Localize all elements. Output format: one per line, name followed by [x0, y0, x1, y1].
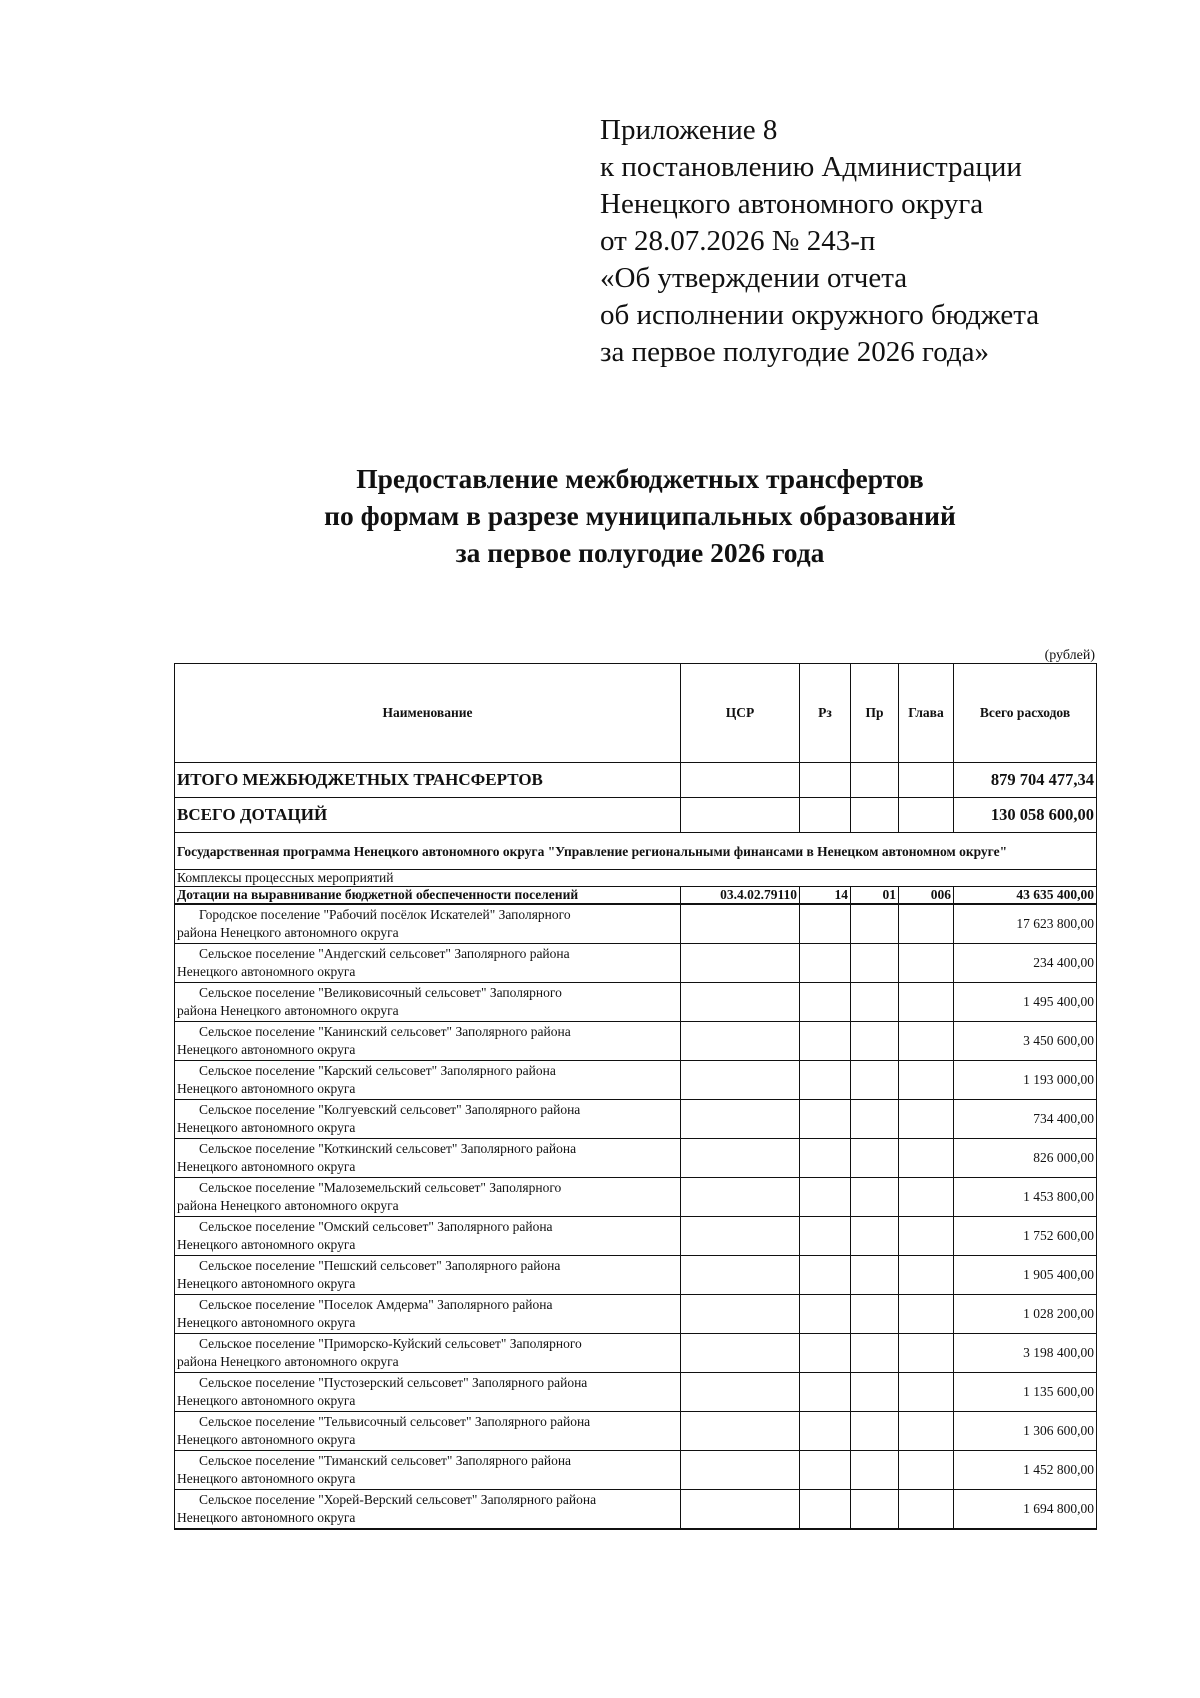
- municipality-name-line1: Сельское поселение "Пустозерский сельсовет" Заполярного района: [199, 1375, 588, 1390]
- empty-cell: [800, 904, 851, 944]
- empty-cell: [851, 1451, 899, 1490]
- empty-cell: [851, 1412, 899, 1451]
- empty-cell: [800, 944, 851, 983]
- municipality-name: [175, 1490, 681, 1530]
- municipality-name: [175, 983, 681, 1022]
- municipality-name-line1: Сельское поселение "Канинский сельсовет" Заполярного района: [199, 1024, 571, 1039]
- municipality-amount: 17 623 800,00: [954, 904, 1097, 944]
- municipality-name-line1: Сельское поселение "Тиманский сельсовет" Заполярного района: [199, 1453, 572, 1468]
- empty-cell: [851, 1373, 899, 1412]
- municipality-amount: 734 400,00: [954, 1100, 1097, 1139]
- empty-cell: [899, 983, 954, 1022]
- empty-cell: [681, 1451, 800, 1490]
- municipality-name: [175, 1295, 681, 1334]
- program-row: [175, 833, 1097, 870]
- municipality-name-line2: Ненецкого автономного округа: [177, 1510, 356, 1525]
- municipality-name: [175, 1139, 681, 1178]
- table-row: [175, 1022, 1097, 1061]
- municipality-amount: 1 306 600,00: [954, 1412, 1097, 1451]
- empty-cell: [681, 1022, 800, 1061]
- municipality-name: [175, 1022, 681, 1061]
- municipality-name-line1: Сельское поселение "Колгуевский сельсовет" Заполярного района: [199, 1102, 581, 1117]
- municipality-name-line1: Сельское поселение "Великовисочный сельсовет" Заполярного: [199, 985, 562, 1000]
- empty-cell: [800, 763, 851, 798]
- table-row: [175, 1178, 1097, 1217]
- empty-cell: [851, 1100, 899, 1139]
- empty-cell: [851, 944, 899, 983]
- dotation-row: [175, 887, 1097, 905]
- municipality-name-line2: Ненецкого автономного округа: [177, 1081, 356, 1096]
- municipality-name: [175, 904, 681, 944]
- municipality-name: [175, 1217, 681, 1256]
- grand-total-amount: 879 704 477,34: [954, 763, 1097, 798]
- table-row: [175, 1373, 1097, 1412]
- empty-cell: [800, 983, 851, 1022]
- empty-cell: [681, 1100, 800, 1139]
- empty-cell: [800, 1100, 851, 1139]
- empty-cell: [851, 798, 899, 833]
- empty-cell: [899, 1490, 954, 1530]
- municipality-amount: 826 000,00: [954, 1139, 1097, 1178]
- empty-cell: [851, 1334, 899, 1373]
- municipality-name-line2: Ненецкого автономного округа: [177, 1432, 356, 1447]
- empty-cell: [681, 944, 800, 983]
- complex-row: [175, 870, 1097, 887]
- empty-cell: [681, 1061, 800, 1100]
- empty-cell: [800, 1061, 851, 1100]
- dotation-csr: 03.4.02.79110: [681, 887, 800, 905]
- appendix-line: об исполнении окружного бюджета: [600, 299, 1040, 331]
- empty-cell: [851, 1022, 899, 1061]
- municipality-name-line2: Ненецкого автономного округа: [177, 1471, 356, 1486]
- empty-cell: [899, 1295, 954, 1334]
- empty-cell: [681, 983, 800, 1022]
- municipality-amount: 1 452 800,00: [954, 1451, 1097, 1490]
- total-dotations-amount: 130 058 600,00: [954, 798, 1097, 833]
- complex-title: Комплексы процессных мероприятий: [175, 870, 1097, 887]
- program-title: Государственная программа Ненецкого автономного округа "Управление региональными финансами в Ненецком автономном округе": [175, 833, 1097, 870]
- municipality-name: [175, 944, 681, 983]
- table-header-row: [175, 664, 1097, 763]
- empty-cell: [800, 1139, 851, 1178]
- municipality-amount: 3 450 600,00: [954, 1022, 1097, 1061]
- table-row: [175, 904, 1097, 944]
- grand-total-label: ИТОГО МЕЖБЮДЖЕТНЫХ ТРАНСФЕРТОВ: [175, 763, 681, 798]
- appendix-line: от 28.07.2026 № 243-п: [600, 225, 876, 257]
- municipality-name-line1: Сельское поселение "Приморско-Куйский сельсовет" Заполярного: [199, 1336, 582, 1351]
- empty-cell: [899, 1334, 954, 1373]
- municipality-name-line1: Сельское поселение "Андегский сельсовет" Заполярного района: [199, 946, 570, 961]
- total-dotations-row: [175, 798, 1097, 833]
- empty-cell: [899, 1178, 954, 1217]
- empty-cell: [851, 1217, 899, 1256]
- municipality-name-line2: района Ненецкого автономного округа: [177, 1354, 399, 1369]
- empty-cell: [899, 798, 954, 833]
- empty-cell: [681, 904, 800, 944]
- dotation-rz: 14: [800, 887, 851, 905]
- empty-cell: [851, 904, 899, 944]
- municipality-name: [175, 1061, 681, 1100]
- municipality-name-line2: Ненецкого автономного округа: [177, 1237, 356, 1252]
- municipality-name-line2: района Ненецкого автономного округа: [177, 1198, 399, 1213]
- empty-cell: [681, 1256, 800, 1295]
- municipality-name-line1: Сельское поселение "Малоземельский сельсовет" Заполярного: [199, 1180, 562, 1195]
- transfers-table: [174, 663, 1097, 1530]
- municipality-amount: 1 453 800,00: [954, 1178, 1097, 1217]
- table-row: [175, 1139, 1097, 1178]
- table-row: [175, 1334, 1097, 1373]
- municipality-name-line1: Сельское поселение "Карский сельсовет" Заполярного района: [199, 1063, 556, 1078]
- municipality-name-line2: Ненецкого автономного округа: [177, 964, 356, 979]
- municipality-amount: 1 752 600,00: [954, 1217, 1097, 1256]
- table-row: [175, 1217, 1097, 1256]
- municipality-name-line2: Ненецкого автономного округа: [177, 1393, 356, 1408]
- municipality-name: [175, 1178, 681, 1217]
- empty-cell: [851, 1256, 899, 1295]
- appendix-line: Ненецкого автономного округа: [600, 188, 984, 220]
- empty-cell: [800, 1022, 851, 1061]
- municipality-name: [175, 1334, 681, 1373]
- empty-cell: [899, 1412, 954, 1451]
- municipality-amount: 1 028 200,00: [954, 1295, 1097, 1334]
- municipality-amount: 1 905 400,00: [954, 1256, 1097, 1295]
- title-line: за первое полугодие 2026 года: [455, 537, 825, 568]
- empty-cell: [681, 1334, 800, 1373]
- empty-cell: [851, 1178, 899, 1217]
- empty-cell: [681, 1490, 800, 1530]
- municipality-amount: 234 400,00: [954, 944, 1097, 983]
- header-glava: Глава: [899, 664, 954, 763]
- table-row: [175, 1061, 1097, 1100]
- municipality-name-line1: Сельское поселение "Омский сельсовет" Заполярного района: [199, 1219, 553, 1234]
- table-row: [175, 1490, 1097, 1530]
- empty-cell: [681, 1373, 800, 1412]
- empty-cell: [681, 763, 800, 798]
- empty-cell: [851, 1061, 899, 1100]
- dotation-glava: 006: [899, 887, 954, 905]
- municipality-name-line2: Ненецкого автономного округа: [177, 1276, 356, 1291]
- table-row: [175, 944, 1097, 983]
- empty-cell: [899, 904, 954, 944]
- total-dotations-label: ВСЕГО ДОТАЦИЙ: [175, 798, 681, 833]
- municipality-name-line2: Ненецкого автономного округа: [177, 1315, 356, 1330]
- empty-cell: [851, 1490, 899, 1530]
- municipality-name-line2: района Ненецкого автономного округа: [177, 925, 399, 940]
- appendix-heading: [600, 112, 1160, 371]
- appendix-line: «Об утверждении отчета: [600, 262, 908, 294]
- empty-cell: [800, 1490, 851, 1530]
- empty-cell: [681, 1139, 800, 1178]
- title-line: Предоставление межбюджетных трансфертов: [356, 463, 924, 494]
- municipality-name-line2: района Ненецкого автономного округа: [177, 1003, 399, 1018]
- municipality-amount: 1 694 800,00: [954, 1490, 1097, 1530]
- municipality-amount: 1 135 600,00: [954, 1373, 1097, 1412]
- grand-total-row: [175, 763, 1097, 798]
- empty-cell: [851, 1139, 899, 1178]
- municipality-name-line1: Сельское поселение "Тельвисочный сельсовет" Заполярного района: [199, 1414, 591, 1429]
- empty-cell: [800, 1256, 851, 1295]
- table-row: [175, 1100, 1097, 1139]
- document-title: [180, 460, 1100, 571]
- empty-cell: [899, 1139, 954, 1178]
- empty-cell: [899, 1022, 954, 1061]
- header-csr: ЦСР: [681, 664, 800, 763]
- appendix-line: Приложение 8: [600, 114, 778, 146]
- empty-cell: [800, 798, 851, 833]
- municipality-name-line2: Ненецкого автономного округа: [177, 1042, 356, 1057]
- municipality-name: [175, 1373, 681, 1412]
- empty-cell: [800, 1412, 851, 1451]
- empty-cell: [800, 1217, 851, 1256]
- empty-cell: [800, 1295, 851, 1334]
- empty-cell: [681, 798, 800, 833]
- empty-cell: [681, 1295, 800, 1334]
- empty-cell: [899, 944, 954, 983]
- empty-cell: [899, 763, 954, 798]
- empty-cell: [800, 1451, 851, 1490]
- municipality-amount: 1 495 400,00: [954, 983, 1097, 1022]
- title-line: по формам в разрезе муниципальных образований: [324, 500, 956, 531]
- dotation-name: Дотации на выравнивание бюджетной обеспеченности поселений: [175, 887, 681, 905]
- municipality-name-line1: Сельское поселение "Поселок Амдерма" Заполярного района: [199, 1297, 553, 1312]
- empty-cell: [800, 1334, 851, 1373]
- municipality-amount: 1 193 000,00: [954, 1061, 1097, 1100]
- empty-cell: [851, 983, 899, 1022]
- municipality-name-line1: Городское поселение "Рабочий посёлок Искателей" Заполярного: [199, 907, 571, 922]
- dotation-amount: 43 635 400,00: [954, 887, 1097, 905]
- dotation-pr: 01: [851, 887, 899, 905]
- empty-cell: [899, 1451, 954, 1490]
- header-pr: Пр: [851, 664, 899, 763]
- table-row: [175, 1412, 1097, 1451]
- appendix-line: к постановлению Администрации: [600, 151, 1022, 183]
- empty-cell: [899, 1373, 954, 1412]
- header-total: Всего расходов: [954, 664, 1097, 763]
- municipality-name-line2: Ненецкого автономного округа: [177, 1120, 356, 1135]
- empty-cell: [681, 1412, 800, 1451]
- empty-cell: [899, 1100, 954, 1139]
- empty-cell: [899, 1061, 954, 1100]
- empty-cell: [899, 1256, 954, 1295]
- table-row: [175, 1295, 1097, 1334]
- empty-cell: [681, 1217, 800, 1256]
- appendix-line: за первое полугодие 2026 года»: [600, 336, 989, 368]
- header-name: Наименование: [175, 664, 681, 763]
- municipality-name: [175, 1100, 681, 1139]
- table-row: [175, 983, 1097, 1022]
- table-row: [175, 1256, 1097, 1295]
- header-rz: Рз: [800, 664, 851, 763]
- municipality-name-line1: Сельское поселение "Коткинский сельсовет" Заполярного района: [199, 1141, 577, 1156]
- municipality-amount: 3 198 400,00: [954, 1334, 1097, 1373]
- municipality-name-line1: Сельское поселение "Хорей-Верский сельсовет" Заполярного района: [199, 1492, 597, 1507]
- empty-cell: [681, 1178, 800, 1217]
- empty-cell: [800, 1373, 851, 1412]
- municipality-name: [175, 1412, 681, 1451]
- municipality-name-line2: Ненецкого автономного округа: [177, 1159, 356, 1174]
- municipality-name-line1: Сельское поселение "Пешский сельсовет" Заполярного района: [199, 1258, 561, 1273]
- empty-cell: [800, 1178, 851, 1217]
- empty-cell: [851, 763, 899, 798]
- empty-cell: [851, 1295, 899, 1334]
- units-label: (рублей): [1044, 648, 1095, 663]
- empty-cell: [899, 1217, 954, 1256]
- municipality-name: [175, 1451, 681, 1490]
- municipality-name: [175, 1256, 681, 1295]
- table-row: [175, 1451, 1097, 1490]
